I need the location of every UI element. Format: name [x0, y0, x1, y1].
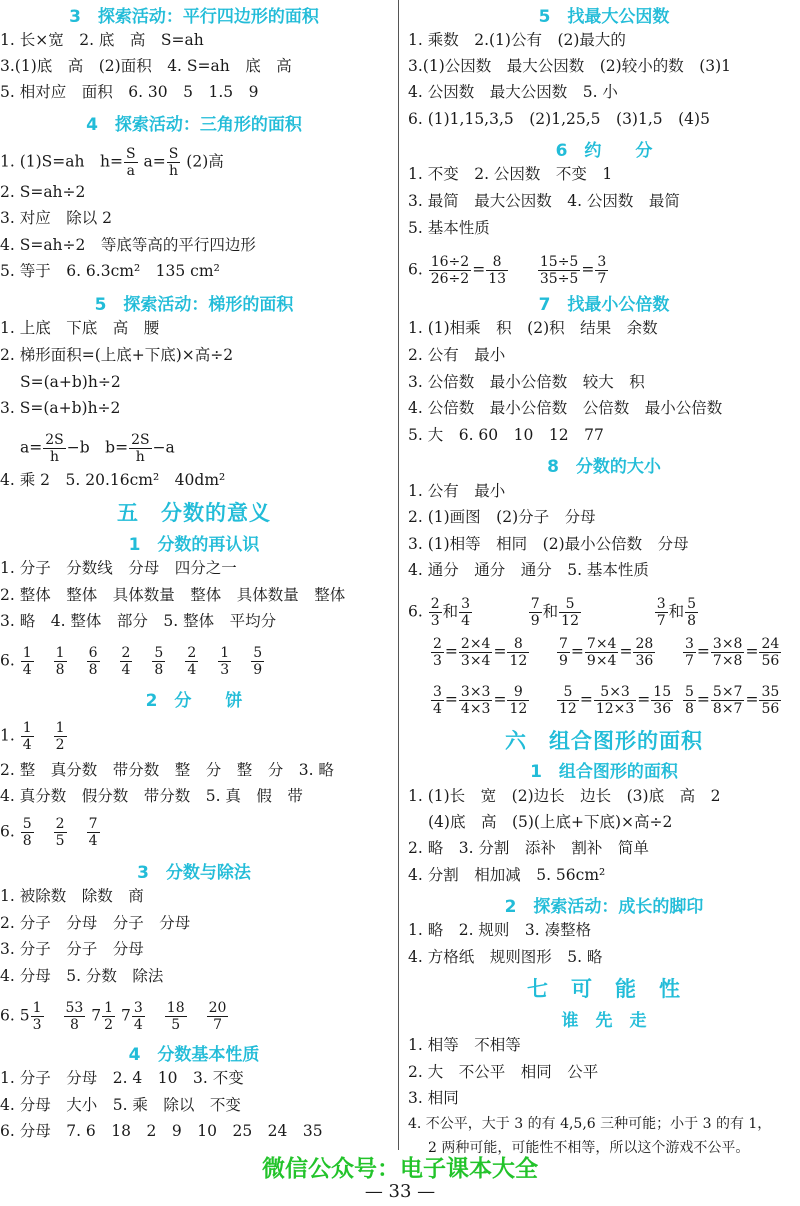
fraction: $\frac{7\times 4}{9\times 4}$ [586, 636, 617, 669]
answer-line: 2. 公有 最小 [408, 346, 506, 364]
section-heading: 4 分数基本性质 [128, 1045, 260, 1065]
answer-line: 5. 基本性质 [408, 219, 490, 237]
fraction: $\frac{5}{9}$ [253, 645, 263, 678]
answer-line: 6. 分母 7. 6 18 2 9 10 25 24 35 [0, 1122, 323, 1140]
answer-line: 2. 略 3. 分割 添补 割补 简单 [408, 839, 649, 857]
fraction: $\frac{S}{h}$ [168, 146, 179, 179]
answer-line: 2. 梯形面积=(上底+下底)×高÷2 [0, 346, 234, 364]
answer-line: 3. 对应 除以 2 [0, 209, 113, 227]
fraction: $\frac{7}{9}$ [559, 636, 568, 669]
answer-line [0, 720, 68, 753]
fraction: $\frac{3}{7}$ [656, 596, 666, 629]
fraction: $\frac{3}{4}$ [133, 1000, 143, 1033]
text: 6. [408, 260, 423, 279]
answer-line: 1. 乘数 2.(1)公有 (2)最大的 [408, 31, 626, 49]
section-heading: 5 探索活动：梯形的面积 [94, 295, 294, 315]
section-heading: 1 组合图形的面积 [530, 762, 678, 782]
fraction-pairs: $\frac{2}{3}$ 和 $\frac{3}{4}$ $\frac{7}{9}$ 和 $\frac{5}{12}$ $\frac{3}{7}$ 和 $\frac{5}{8}$ [430, 596, 697, 629]
fraction: $\frac{8}{13}$ [488, 254, 507, 287]
fraction: $\frac{3\times 3}{4\times 3}$ [460, 684, 491, 717]
fraction: $\frac{24}{56}$ [761, 636, 780, 669]
answer-line: 1. 相等 不相等 [408, 1036, 521, 1054]
fraction: $\frac{53}{8}$ [65, 1000, 84, 1033]
section-heading: 5 找最大公因数 [538, 7, 670, 27]
fraction: $\frac{2S}{h}$ [131, 432, 150, 465]
fraction: $\frac{9}{12}$ [509, 684, 528, 717]
answer-line: 5. 相对应 面积 6. 30 5 1.5 9 [0, 83, 259, 101]
fraction: $\frac{6}{8}$ [88, 645, 98, 678]
fraction: $\frac{5\times 7}{8\times 7}$ [712, 684, 743, 717]
answer-line: 4. S=ah÷2 等底等高的平行四边形 [0, 236, 256, 254]
unit-heading: 七 可 能 性 [527, 977, 681, 1001]
answer-line: 3. 分子 分子 分母 [0, 940, 144, 958]
fraction: $\frac{3}{4}$ [433, 684, 442, 717]
answer-line: 3. 公倍数 最小公倍数 较大 积 [408, 373, 645, 391]
fraction-list [30, 1000, 87, 1033]
fraction: $\frac{7}{4}$ [88, 816, 98, 849]
fraction-list [20, 816, 101, 849]
answer-line: 3. 最简 最大公因数 4. 公因数 最简 [408, 192, 680, 210]
answer-line: 2. (1)画图 (2)分子 分母 [408, 508, 596, 526]
answer-line: (4)底 高 (5)(上底+下底)×高÷2 [428, 813, 673, 831]
answer-line: 4. 分母 5. 分数 除法 [0, 967, 164, 985]
answer-line: 3. 相同 [408, 1089, 459, 1107]
answer-line: 4. 公因数 最大公因数 5. 小 [408, 83, 618, 101]
fraction: $\frac{5}{8}$ [687, 596, 697, 629]
fraction: $\frac{3}{4}$ [461, 596, 471, 629]
text: 1. (1)S=ah h= [0, 152, 123, 171]
fraction: $\frac{5}{12}$ [561, 596, 579, 629]
fraction: $\frac{5}{12}$ [559, 684, 577, 717]
equation-row: $\frac{2}{3}$ = $\frac{2\times 4}{3\times 4}$ = $\frac{8}{12}$ $\frac{7}{9}$ = $\frac{7\times 4}{9\times 4}$ = $\frac{28}{36}$ $\frac{3}{7}$ = $\frac{3\times 8}{7\times 8}$ = $\frac{24}{56}$ [433, 636, 780, 669]
fraction: $\frac{5}{8}$ [154, 645, 164, 678]
text: a= [20, 438, 43, 457]
text: −a [152, 438, 175, 457]
answer-line: 5. 等于 6. 6.3cm² 135 cm² [0, 262, 220, 280]
text: 6. [0, 822, 15, 841]
text: 6. [408, 602, 423, 621]
fraction: $\frac{3}{7}$ [597, 254, 607, 287]
fraction-list [20, 720, 68, 753]
answer-line: 2. 整体 整体 具体数量 整体 具体数量 整体 [0, 586, 346, 604]
answer-line: 4. 乘 2 5. 20.16cm² 40dm² [0, 471, 226, 489]
fraction: $\frac{20}{7}$ [208, 1000, 227, 1033]
fraction-list [131, 1000, 230, 1033]
answer-line: 1. (1)相乘 积 (2)积 结果 余数 [408, 319, 658, 337]
answer-line: 1. 略 2. 规则 3. 凑整格 [408, 921, 592, 939]
fraction-list [101, 1000, 116, 1033]
answer-line: 4. 方格纸 规则图形 5. 略 [408, 948, 603, 966]
fraction: $\frac{2\times 4}{3\times 4}$ [460, 636, 491, 669]
answer-line [20, 432, 175, 465]
fraction: $\frac{16\div 2}{26\div 2}$ [430, 254, 470, 287]
answer-line: 4. 通分 通分 通分 5. 基本性质 [408, 561, 649, 579]
answer-line: S=(a+b)h÷2 [20, 373, 121, 391]
text: 7 [121, 1006, 131, 1025]
fraction: $\frac{1}{3}$ [220, 645, 230, 678]
section-heading: 3 分数与除法 [137, 863, 251, 883]
answer-line [0, 146, 224, 179]
fraction: $\frac{1}{2}$ [104, 1000, 114, 1033]
answer-line: 4. 真分数 假分数 带分数 5. 真 假 带 [0, 787, 303, 805]
page-number: — 33 — [364, 1181, 436, 1202]
answer-line: 1. 被除数 除数 商 [0, 887, 144, 905]
answer-line: 6. $\frac{16\div 2}{26\div 2}$ = $\frac{8}{13}$ $\frac{15\div 5}{35\div 5}$ = $\frac{3}{7}$ [408, 254, 607, 287]
text: −b b= [66, 438, 129, 457]
answer-line: 4. 分割 相加减 5. 56cm² [408, 866, 606, 884]
text: 6. 5 [0, 1006, 30, 1025]
text: 1. [0, 726, 15, 745]
section-heading: 3 探索活动：平行四边形的面积 [69, 7, 319, 27]
answer-line: 2 两种可能，可能性不相等，所以这个游戏不公平。 [428, 1140, 750, 1156]
equation-row: $\frac{3}{4}$ = $\frac{3\times 3}{4\times 3}$ = $\frac{9}{12}$ $\frac{5}{12}$ = $\frac{5\times 3}{12\times 3}$ = $\frac{15}{36}$ $\frac{5}{8}$ = $\frac{5\times 7}{8\times 7}$ = $\frac{35}{56}$ [433, 684, 780, 717]
section-heading: 2 分 饼 [145, 691, 243, 711]
answer-line: 2. S=ah÷2 [0, 183, 86, 201]
fraction: $\frac{2}{3}$ [433, 636, 442, 669]
text: (2)高 [186, 152, 224, 171]
answer-line: 6. (1)1,15,3,5 (2)1,25,5 (3)1,5 (4)5 [408, 110, 710, 128]
section-heading: 8 分数的大小 [547, 457, 661, 477]
fraction: $\frac{18}{5}$ [166, 1000, 185, 1033]
fraction: $\frac{3\times 8}{7\times 8}$ [712, 636, 743, 669]
fraction: $\frac{1}{3}$ [32, 1000, 42, 1033]
fraction: $\frac{2}{5}$ [55, 816, 65, 849]
section-heading: 1 分数的再认识 [128, 535, 260, 555]
fraction: $\frac{8}{12}$ [509, 636, 528, 669]
text: 7 [91, 1006, 102, 1025]
answer-line: 3. S=(a+b)h÷2 [0, 399, 121, 417]
unit-heading: 五 分数的意义 [117, 501, 271, 525]
answer-line [0, 816, 101, 849]
answer-line: 4. 公倍数 最小公倍数 公倍数 最小公倍数 [408, 399, 723, 417]
text: a= [143, 152, 166, 171]
section-heading: 谁 先 走 [561, 1011, 647, 1031]
fraction: $\frac{1}{4}$ [22, 645, 32, 678]
section-heading: 7 找最小公倍数 [538, 295, 670, 315]
section-heading: 4 探索活动：三角形的面积 [86, 115, 302, 135]
answer-line: 1. 分子 分数线 分母 四分之一 [0, 559, 237, 577]
answer-line: 1. (1)长 宽 (2)边长 边长 (3)底 高 2 [408, 787, 721, 805]
answer-line: 2. 大 不公平 相同 公平 [408, 1063, 599, 1081]
answer-line: 2. 整 真分数 带分数 整 分 整 分 3. 略 [0, 761, 334, 779]
fraction: $\frac{2}{3}$ [430, 596, 440, 629]
answer-line: 1. 公有 最小 [408, 482, 506, 500]
answer-line: 1. 分子 分母 2. 4 10 3. 不变 [0, 1069, 244, 1087]
fraction: $\frac{7}{9}$ [530, 596, 540, 629]
fraction: $\frac{35}{56}$ [761, 684, 780, 717]
fraction-list [20, 645, 265, 678]
answer-line: 1. 长×宽 2. 底 高 S=ah [0, 31, 204, 49]
fraction: $\frac{5}{8}$ [22, 816, 32, 849]
fraction: $\frac{1}{4}$ [22, 720, 32, 753]
fraction: $\frac{5}{8}$ [685, 684, 694, 717]
fraction: $\frac{2S}{h}$ [45, 432, 64, 465]
text: 6. [0, 651, 15, 670]
answer-line: 2. 分子 分母 分子 分母 [0, 914, 191, 932]
answer-line: 4. 不公平，大于 3 的有 4,5,6 三种可能；小于 3 的有 1， [408, 1116, 772, 1132]
answer-line [0, 1000, 229, 1033]
fraction: $\frac{15}{36}$ [653, 684, 672, 717]
answer-line: 3.(1)公因数 最大公因数 (2)较小的数 (3)1 [408, 57, 732, 75]
answer-line: 1. 不变 2. 公因数 不变 1 [408, 165, 613, 183]
fraction: $\frac{28}{36}$ [635, 636, 654, 669]
fraction: $\frac{1}{2}$ [55, 720, 65, 753]
answer-line: 4. 分母 大小 5. 乘 除以 不变 [0, 1096, 241, 1114]
answer-line: 3. (1)相等 相同 (2)最小公倍数 分母 [408, 535, 689, 553]
answer-line [0, 645, 265, 678]
section-heading: 2 探索活动：成长的脚印 [504, 897, 704, 917]
answer-line: 3.(1)底 高 (2)面积 4. S=ah 底 高 [0, 57, 292, 75]
unit-heading: 六 组合图形的面积 [505, 729, 703, 753]
answer-line [408, 596, 800, 629]
column-divider [398, 0, 399, 1150]
fraction: $\frac{1}{8}$ [55, 645, 65, 678]
fraction: $\frac{5\times 3}{12\times 3}$ [595, 684, 635, 717]
section-heading: 6 约 分 [555, 141, 653, 161]
answer-line: 1. 上底 下底 高 腰 [0, 319, 160, 337]
fraction: $\frac{3}{7}$ [685, 636, 694, 669]
fraction: $\frac{2}{4}$ [187, 645, 197, 678]
watermark: 微信公众号：电子课本大全 [262, 1156, 538, 1182]
answer-line: 5. 大 6. 60 10 12 77 [408, 426, 604, 444]
fraction: $\frac{S}{a}$ [125, 146, 136, 179]
answer-line: 3. 略 4. 整体 部分 5. 整体 平均分 [0, 612, 277, 630]
fraction: $\frac{2}{4}$ [121, 645, 131, 678]
fraction: $\frac{15\div 5}{35\div 5}$ [539, 254, 579, 287]
